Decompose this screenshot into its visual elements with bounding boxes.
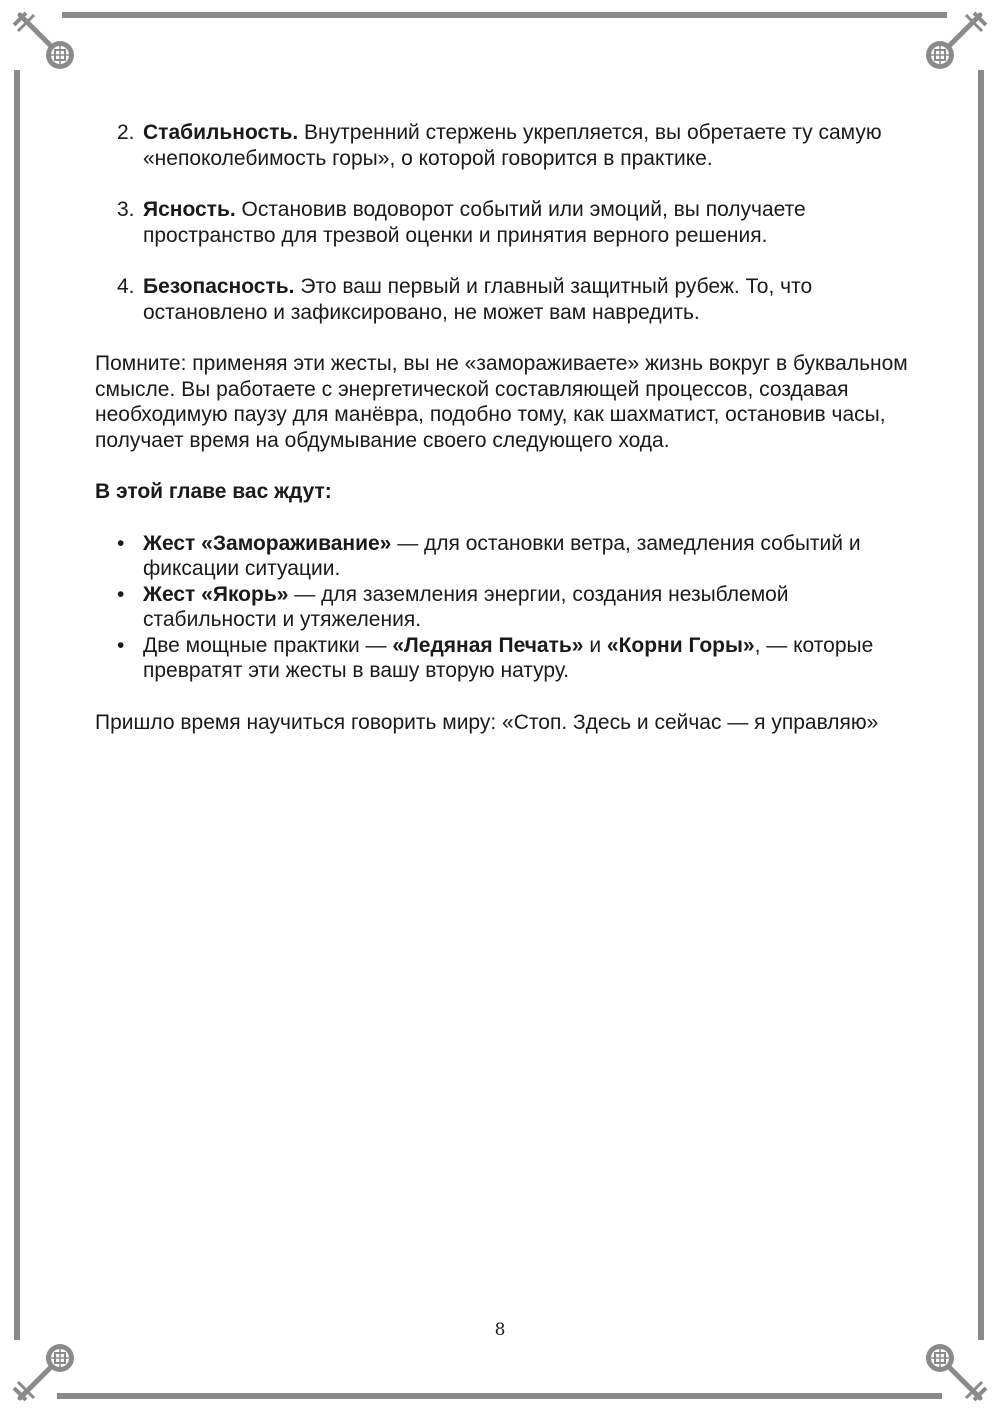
- chapter-heading: В этой главе вас ждут:: [95, 480, 332, 503]
- item-text: [143, 274, 915, 325]
- bullet-marker: •: [117, 531, 125, 555]
- list-item: [117, 633, 915, 684]
- frame-bottom-border: [57, 1393, 942, 1399]
- item-text: [143, 120, 915, 171]
- list-item-bold: «Ледяная Печать»: [392, 633, 584, 657]
- list-item-bold: Жест «Замораживание»: [143, 531, 392, 555]
- frame-left-border: [14, 70, 20, 1340]
- list-item-body: — для заземления энергии, создания незыблемой стабильности и утяжеления.: [143, 582, 789, 631]
- bullet-marker: •: [117, 582, 125, 606]
- item-body: Внутренний стержень укрепляется, вы обретаете ту самую «непоколебимость горы», о которой говорится в практике.: [143, 121, 882, 170]
- page-number: 8: [494, 1320, 506, 1340]
- item-title: Ясность.: [143, 198, 236, 221]
- list-item-text: [143, 531, 915, 582]
- item-text: [143, 197, 915, 248]
- numbered-item: [117, 120, 915, 171]
- page-content: [95, 120, 915, 761]
- list-item-body: — для остановки ветра, замедления событий и фиксации ситуации.: [143, 531, 861, 580]
- list-item-text: [143, 633, 915, 684]
- list-item: [117, 582, 915, 633]
- list-item-post: , — которые превратят эти жесты в вашу вторую натуру.: [143, 633, 874, 682]
- corner-ornament-top-left: [14, 13, 74, 69]
- item-number: 2.: [117, 121, 135, 144]
- list-item-bold: Жест «Якорь»: [143, 582, 289, 606]
- item-title: Безопасность.: [143, 275, 295, 298]
- numbered-item: [117, 197, 915, 248]
- list-item: [117, 531, 915, 582]
- list-item-pre: Две мощные практики —: [143, 633, 393, 657]
- list-item-bold: «Корни Горы»: [606, 633, 755, 657]
- item-number: 3.: [117, 198, 135, 221]
- item-body: Это ваш первый и главный защитный рубеж. То, что остановлено и зафиксировано, не может вам навредить.: [143, 275, 813, 324]
- frame-top-border: [62, 12, 947, 18]
- frame-right-border: [978, 70, 984, 1340]
- paragraph-closing: Пришло время научиться говорить миру: «Стоп. Здесь и сейчас — я управляю»: [95, 710, 879, 734]
- bullet-marker: •: [117, 633, 125, 657]
- item-number: 4.: [117, 275, 135, 298]
- list-item-text: [143, 582, 915, 633]
- corner-ornament-top-right: [926, 13, 986, 69]
- bullet-list: [95, 531, 915, 684]
- corner-ornament-bottom-left: [14, 1344, 74, 1400]
- paragraph-remember: Помните: применяя эти жесты, вы не «замораживаете» жизнь вокруг в буквальном смысле. Вы работаете с энергетической составляющей процессов, создавая необходимую паузу для манёвра, подобно тому, как шахматист, остановив часы, получает время на обдумывание своего следующего хода.: [95, 352, 908, 452]
- numbered-item: [117, 274, 915, 325]
- list-item-mid: и: [583, 633, 607, 657]
- item-title: Стабильность.: [143, 121, 299, 144]
- item-body: Остановив водоворот событий или эмоций, вы получаете пространство для трезвой оценки и принятия верного решения.: [143, 198, 806, 247]
- corner-ornament-bottom-right: [926, 1344, 986, 1400]
